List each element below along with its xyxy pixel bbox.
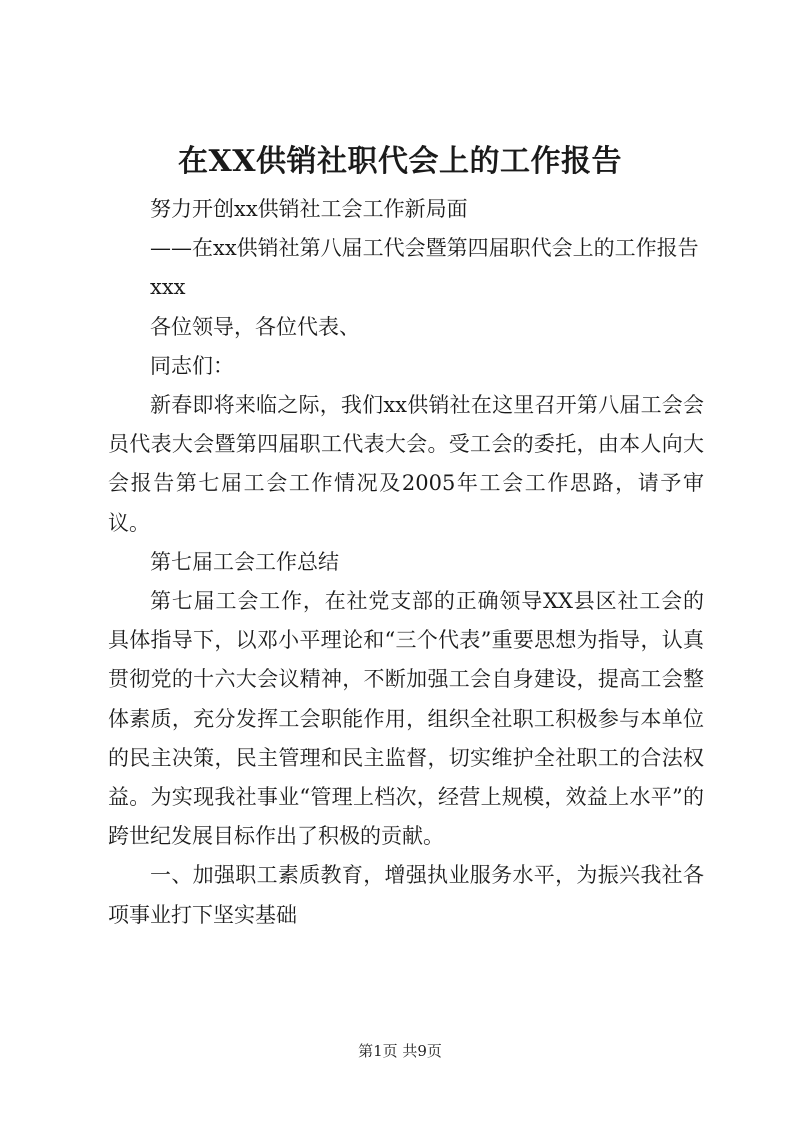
- document-body: [108, 190, 704, 935]
- salutation-paragraph: 同志们：: [150, 353, 234, 378]
- document-title: 在XX供销社职代会上的工作报告: [177, 144, 623, 179]
- page-footer: 第1页 共9页: [358, 1042, 442, 1060]
- subtitle-paragraph: 努力开创xx供销社工会工作新局面: [150, 197, 468, 221]
- body-paragraph: 新春即将来临之际，我们xx供销社在这里召开第八届工会会员代表大会暨第四届职工代表大会。受工会的委托，由本人向大会报告第七届工会工作情况及2005年工会工作思路，请予审议。: [108, 393, 704, 535]
- author-paragraph: xxx: [150, 275, 186, 300]
- report-subheading-paragraph: ——在xx供销社第八届工代会暨第四届职代会上的工作报告: [150, 236, 699, 261]
- section-heading-paragraph: 一、加强职工素质教育，增强执业服务水平，为振兴我社各项事业打下坚实基础: [108, 863, 704, 927]
- section-heading-paragraph: 第七届工会工作总结: [150, 549, 339, 574]
- body-paragraph: 第七届工会工作，在社党支部的正确领导XX县区社工会的具体指导下，以邓小平理论和“三个代表”重要思想为指导，认真贯彻党的十六大会议精神，不断加强工会自身建设，提高工会整体素质，充分发挥工会职能作用，组织全社职工积极参与本单位的民主决策，民主管理和民主监督，切实维护全社职工的合法权益。为实现我社事业“管理上档次，经营上规模，效益上水平”的跨世纪发展目标作出了积极的贡献。: [108, 589, 704, 849]
- salutation-paragraph: 各位领导，各位代表、: [150, 314, 360, 339]
